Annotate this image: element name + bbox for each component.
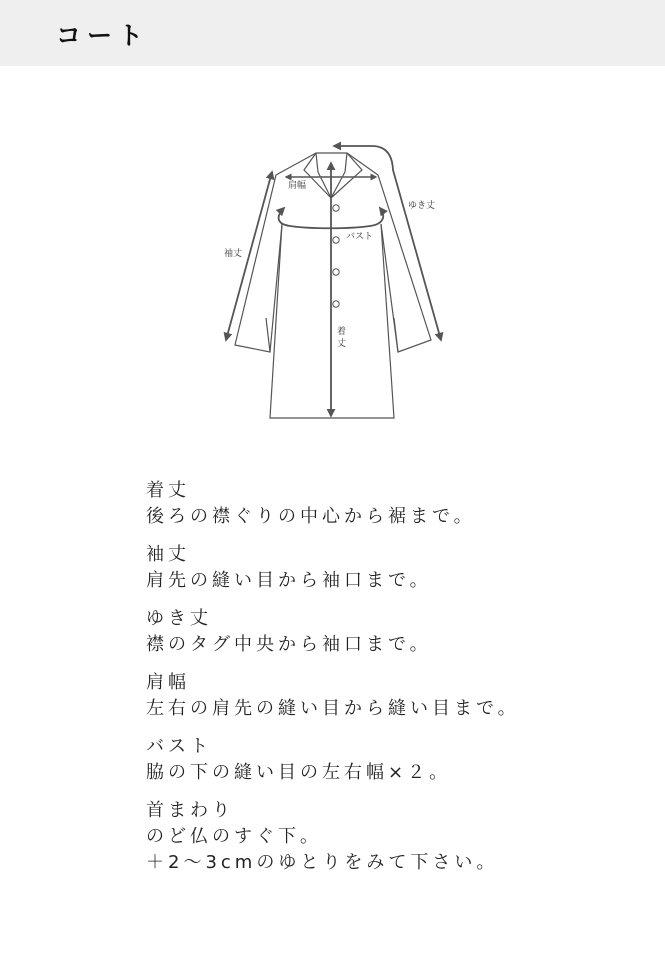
definition-term: 着丈: [146, 480, 190, 501]
definition-term: 肩幅: [146, 672, 190, 693]
definition-sleeve: [146, 542, 626, 594]
coat-illustration: [0, 130, 665, 430]
definition-term: バスト: [146, 736, 212, 757]
measurement-definitions: [146, 478, 626, 888]
definition-bust: [146, 734, 626, 786]
length-label-top: 着: [337, 327, 347, 337]
definition-text: 左右の肩先の縫い目から縫い目まで。: [146, 698, 520, 719]
definition-yuki: [146, 606, 626, 658]
page-title: コート: [56, 21, 150, 50]
definition-term: ゆき丈: [146, 608, 212, 629]
definition-text: ＋2〜3cmのゆとりをみて下さい。: [146, 852, 499, 873]
sleeve-label: 袖丈: [224, 249, 243, 259]
coat-outline: [235, 153, 431, 418]
yuki-arrow: [334, 146, 441, 340]
coat-measurement-diagram: [0, 130, 665, 430]
definition-term: 袖丈: [146, 544, 190, 565]
definition-text: 肩先の縫い目から袖口まで。: [146, 570, 432, 591]
measurement-arrows: [226, 146, 441, 416]
bust-label: バスト: [346, 232, 374, 242]
definition-text: のど仏のすぐ下。: [146, 826, 322, 847]
definition-text: 後ろの襟ぐりの中心から裾まで。: [146, 506, 476, 527]
yuki-label: ゆき丈: [408, 201, 436, 211]
definition-shoulder: [146, 670, 626, 722]
length-label-bottom: 丈: [337, 339, 347, 349]
definition-term: 首まわり: [146, 800, 234, 821]
shoulder-label: 肩幅: [288, 181, 307, 191]
definition-text: 脇の下の縫い目の左右幅×２。: [146, 762, 452, 783]
definition-text: 襟のタグ中央から袖口まで。: [146, 634, 432, 655]
coat-buttons: [333, 205, 339, 307]
header-bar: [0, 0, 665, 66]
definition-neck: [146, 798, 626, 876]
definition-length: [146, 478, 626, 530]
